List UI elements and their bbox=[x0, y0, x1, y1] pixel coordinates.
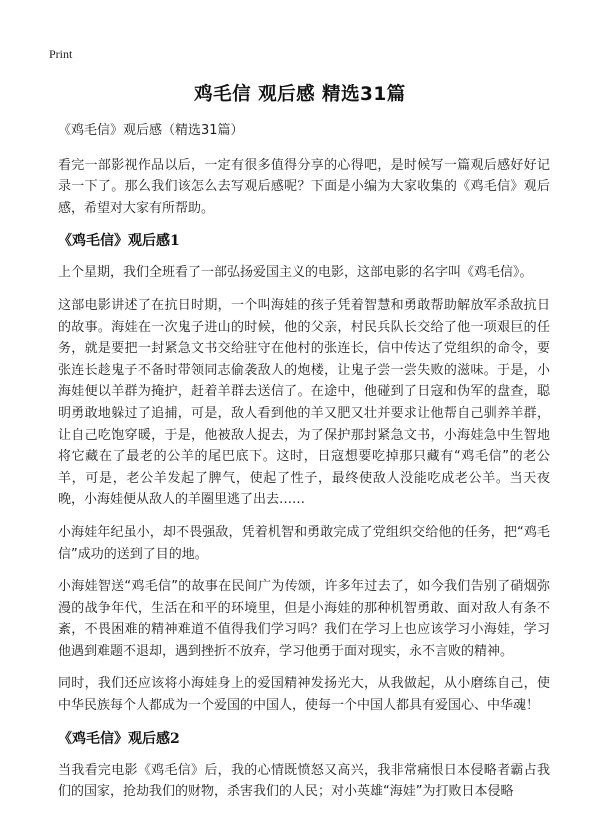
section-heading-1: 《鸡毛信》观后感1 bbox=[58, 233, 180, 250]
paragraph: 小海娃智送“鸡毛信”的故事在民间广为传颂，许多年过去了，如今我们告别了硝烟弥漫的战争年代，生活在和平的环境里，但是小海娃的那种机智勇敢、面对敌人有条不紊，不畏困难的精神难道不值得我们学习吗？我们在学习上也应该学习小海娃，学习他遇到难题不退却，遇到挫折不放弃，学习他勇于面对现实，永不言败的精神。 bbox=[58, 579, 550, 659]
document-body bbox=[58, 120, 550, 814]
paragraph: 同时，我们还应该将小海娃身上的爱国精神发扬光大，从我做起，从小磨练自己，使中华民族每个人都成为一个爱国的中国人，使每一个中国人都具有爱国心、中华魂！ bbox=[58, 676, 550, 714]
section-heading-2: 《鸡毛信》观后感2 bbox=[58, 730, 180, 747]
paragraph: 小海娃年纪虽小，却不畏强敌，凭着机智和勇敢完成了党组织交给他的任务，把“鸡毛信”成功的送到了目的地。 bbox=[58, 524, 550, 562]
paragraph: 当我看完电影《鸡毛信》后，我的心情既愤怒又高兴，我非常痛恨日本侵略者霸占我们的国家，抢劫我们的财物，杀害我们的人民；对小英雄“海娃”为打败日本侵略 bbox=[58, 762, 550, 800]
document-title: 鸡毛信 观后感 精选31篇 bbox=[194, 84, 406, 105]
paragraph: 上个星期，我们全班看了一部弘扬爱国主义的电影，这部电影的名字叫《鸡毛信》。 bbox=[58, 265, 533, 281]
print-link[interactable]: Print bbox=[49, 47, 73, 61]
paragraph: 这部电影讲述了在抗日时期，一个叫海娃的孩子凭着智慧和勇敢帮助解放军杀敌抗日的故事。海娃在一次鬼子进山的时候，他的父亲，村民兵队长交给了他一项艰巨的任务，就是要把一封紧急文书交给驻守在他村的张连长，信中传达了党组织的命令，要张连长趁鬼子不备时带领同志偷袭敌人的炮楼，让鬼子尝一尝失败的滋味。于是，小海娃便以羊群为掩护，赶着羊群去送信了。在途中，他碰到了日寇和伪军的盘查，聪明勇敢地躲过了追捕，可是，敌人看到他的羊又肥又壮并要求让他帮自己驯养羊群，让自己吃饱穿暖，于是，他被敌人捉去，为了保护那封紧急文书，小海娃急中生智地将它藏在了最老的公羊的尾巴底下。这时，日寇想要吃掉那只藏有“鸡毛信”的老公羊，可是，老公羊发起了脾气，使起了性子，最终使敌人没能吃成老公羊。当天夜晚，小海娃便从敌人的羊圈里逃了出去…… bbox=[58, 297, 550, 508]
intro-paragraph: 看完一部影视作品以后，一定有很多值得分享的心得吧，是时候写一篇观后感好好记录一下了。那么我们该怎么去写观后感呢？下面是小编为大家收集的《鸡毛信》观后感，希望对大家有所帮助。 bbox=[58, 157, 550, 216]
document-subtitle: 《鸡毛信》观后感（精选31篇） bbox=[58, 123, 244, 138]
